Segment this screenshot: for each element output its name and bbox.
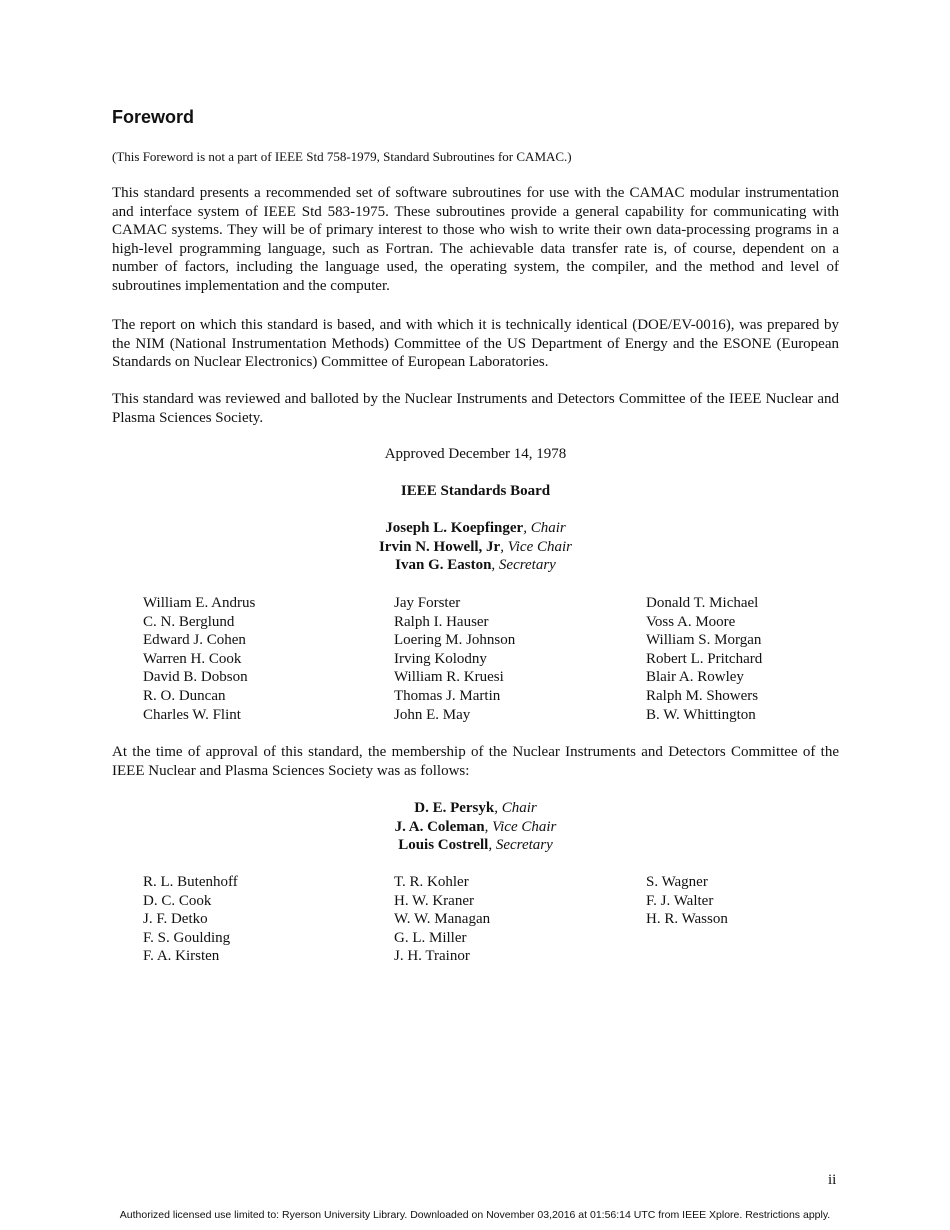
member-name: H. R. Wasson [646,911,728,928]
foreword-note: (This Foreword is not a part of IEEE Std 758-1979, Standard Subroutines for CAMAC.) [112,149,572,164]
member-name: John E. May [394,706,471,723]
member-name: G. L. Miller [394,929,467,946]
member-name: Loering M. Johnson [394,632,516,649]
member-name: Blair A. Rowley [646,669,744,686]
paragraph-intro: This standard presents a recommended set of software subroutines for use with the CAMAC modular instrumentation and interface system of IEEE Std 583-1975. These subroutines provide a general capability for communicating with CAMAC systems. They will be of primary interest to those who wish to write their own data-processing programs in a high-level programming language, such as Fortran. The achievable data transfer rate is, of course, dependent on a number of factors, including the language used, the operating system, the compiler, and the method and level of subroutines implementation and the computer. [112,185,839,294]
member-name: William E. Andrus [143,595,256,611]
member-name: B. W. Whittington [646,706,756,723]
member-name: F. J. Walter [646,892,714,909]
member-name: Ralph I. Hauser [394,613,489,630]
member-name: C. N. Berglund [143,613,235,630]
member-name: William S. Morgan [646,632,762,649]
member-name: Charles W. Flint [143,706,241,723]
member-name: H. W. Kraner [394,892,474,909]
member-name: Voss A. Moore [646,613,736,630]
member-name: Jay Forster [394,595,461,611]
board-title: IEEE Standards Board [400,483,551,499]
member-name: W. W. Managan [394,911,491,928]
board-officer-chair: Joseph L. Koepfinger, Chair [385,520,566,536]
member-name: Edward J. Cohen [143,632,246,649]
member-name: R. L. Butenhoff [143,874,238,890]
committee-officer-chair: D. E. Persyk, Chair [414,800,537,816]
license-footer: Authorized licensed use limited to: Ryerson University Library. Downloaded on November 03,2016 at 01:56:14 UTC from IEEE Xplore. Restrictions apply. [119,1209,831,1221]
page-number: ii [828,1172,837,1188]
member-name: William R. Kruesi [394,669,504,686]
board-member-column-2 [394,594,624,724]
member-name: F. S. Goulding [143,929,231,946]
committee-officer-secretary: Louis Costrell, Secretary [398,837,553,854]
member-name: R. O. Duncan [143,687,226,704]
committee-officer-vice-chair: J. A. Coleman, Vice Chair [394,818,557,835]
paragraph-committee-intro: At the time of approval of this standard, the membership of the Nuclear Instruments and Detectors Committee of the IEEE Nuclear and Plasma Sciences Society was as follows: [112,744,839,779]
member-name: David B. Dobson [143,669,248,686]
paragraph-review: This standard was reviewed and balloted by the Nuclear Instruments and Detectors Committee of the IEEE Nuclear and Plasma Sciences Society. [112,391,839,426]
board-officer-vice-chair: Irvin N. Howell, Jr, Vice Chair [378,538,573,555]
board-member-column-1 [143,594,373,724]
committee-member-column-3 [646,873,876,929]
page-title: Foreword [112,107,195,127]
member-name: S. Wagner [646,874,708,890]
member-name: T. R. Kohler [394,874,469,890]
member-name: J. F. Detko [143,911,208,928]
board-officer-secretary: Ivan G. Easton, Secretary [395,557,556,574]
member-name: Thomas J. Martin [394,687,501,704]
member-name: J. H. Trainor [394,948,470,965]
member-name: F. A. Kirsten [143,948,220,965]
member-name: Warren H. Cook [143,650,242,667]
approval-date: Approved December 14, 1978 [384,446,567,462]
committee-member-column-2 [394,873,624,966]
member-name: Donald T. Michael [646,595,759,611]
committee-officers [112,799,839,855]
committee-member-column-1 [143,873,373,966]
member-name: Ralph M. Showers [646,687,759,704]
board-member-column-3 [646,594,876,724]
paragraph-report: The report on which this standard is based, and with which it is technically identical (DOE/EV-0016), was prepared by the NIM (National Instrumentation Methods) Committee of the US Department of Energy and the ESONE (European Standards on Nuclear Electronics) Committee of European Laboratories. [112,317,839,371]
member-name: D. C. Cook [143,892,212,909]
member-name: Irving Kolodny [394,650,487,667]
board-officers [112,519,839,575]
member-name: Robert L. Pritchard [646,650,763,667]
